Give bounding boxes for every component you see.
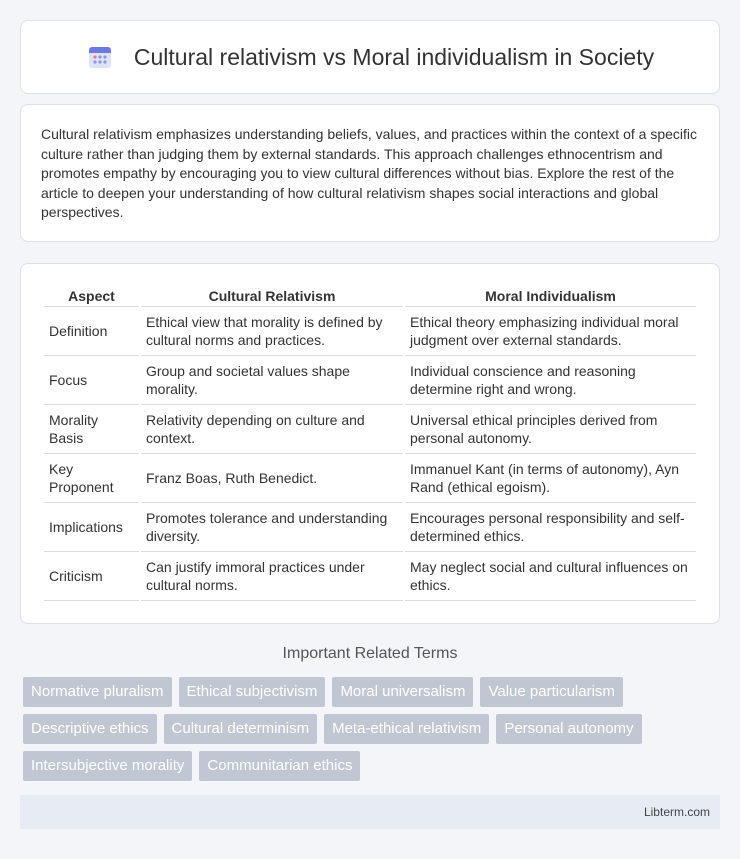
related-term-tag[interactable]: Descriptive ethics	[23, 714, 157, 744]
row-aspect: Criticism	[44, 552, 139, 601]
related-terms-heading: Important Related Terms	[282, 645, 458, 662]
footer	[20, 795, 720, 829]
table-row	[44, 405, 696, 454]
moral-individualism-cell: Ethical theory emphasizing individual moral judgment over external standards.	[405, 307, 696, 356]
moral-individualism-cell: Universal ethical principles derived from personal autonomy.	[405, 405, 696, 454]
row-aspect: Morality Basis	[44, 405, 139, 454]
related-term-tag[interactable]: Value particularism	[480, 677, 622, 707]
column-header-cultural-relativism: Cultural Relativism	[141, 280, 403, 307]
table-row	[44, 356, 696, 405]
related-term-tag[interactable]: Ethical subjectivism	[179, 677, 326, 707]
calendar-grid-icon	[86, 43, 114, 71]
related-term-tag[interactable]: Intersubjective morality	[23, 751, 192, 781]
moral-individualism-cell: Encourages personal responsibility and self-determined ethics.	[405, 503, 696, 552]
related-term-tag[interactable]: Personal autonomy	[496, 714, 641, 744]
moral-individualism-cell: Immanuel Kant (in terms of autonomy), Ayn Rand (ethical egoism).	[405, 454, 696, 503]
footer-site-link[interactable]: Libterm.com	[643, 805, 710, 819]
cultural-relativism-cell: Can justify immoral practices under cultural norms.	[141, 552, 403, 601]
cultural-relativism-cell: Relativity depending on culture and context.	[141, 405, 403, 454]
related-term-tag[interactable]: Moral universalism	[332, 677, 473, 707]
intro-paragraph: Cultural relativism emphasizes understanding beliefs, values, and practices within the context of a specific culture rather than judging them by external standards. This approach challenges ethnocentrism and promotes empathy by encouraging you to view cultural differences without bias. Explore the rest of the article to deepen your understanding of how cultural relativism shapes social interactions and global perspectives.	[41, 126, 697, 220]
moral-individualism-cell: May neglect social and cultural influences on ethics.	[405, 552, 696, 601]
related-term-tag[interactable]: Normative pluralism	[23, 677, 172, 707]
related-term-tag[interactable]: Meta-ethical relativism	[324, 714, 489, 744]
table-row	[44, 307, 696, 356]
cultural-relativism-cell: Ethical view that morality is defined by cultural norms and practices.	[141, 307, 403, 356]
intro-card	[20, 104, 720, 242]
table-row	[44, 552, 696, 601]
moral-individualism-cell: Individual conscience and reasoning determine right and wrong.	[405, 356, 696, 405]
column-header-moral-individualism: Moral Individualism	[405, 280, 696, 307]
table-row	[44, 503, 696, 552]
column-header-aspect: Aspect	[44, 280, 139, 307]
related-term-tag[interactable]: Cultural determinism	[164, 714, 318, 744]
header-card	[20, 20, 720, 94]
comparison-table	[42, 280, 698, 601]
related-term-tag[interactable]: Communitarian ethics	[199, 751, 360, 781]
table-header-row	[44, 280, 696, 307]
page-title: Cultural relativism vs Moral individualism in Society	[133, 43, 655, 70]
row-aspect: Key Proponent	[44, 454, 139, 503]
related-terms-list	[23, 677, 723, 781]
cultural-relativism-cell: Group and societal values shape morality.	[141, 356, 403, 405]
cultural-relativism-cell: Franz Boas, Ruth Benedict.	[141, 454, 403, 503]
row-aspect: Implications	[44, 503, 139, 552]
row-aspect: Focus	[44, 356, 139, 405]
comparison-table-card	[20, 263, 720, 624]
cultural-relativism-cell: Promotes tolerance and understanding diversity.	[141, 503, 403, 552]
table-row	[44, 454, 696, 503]
row-aspect: Definition	[44, 307, 139, 356]
